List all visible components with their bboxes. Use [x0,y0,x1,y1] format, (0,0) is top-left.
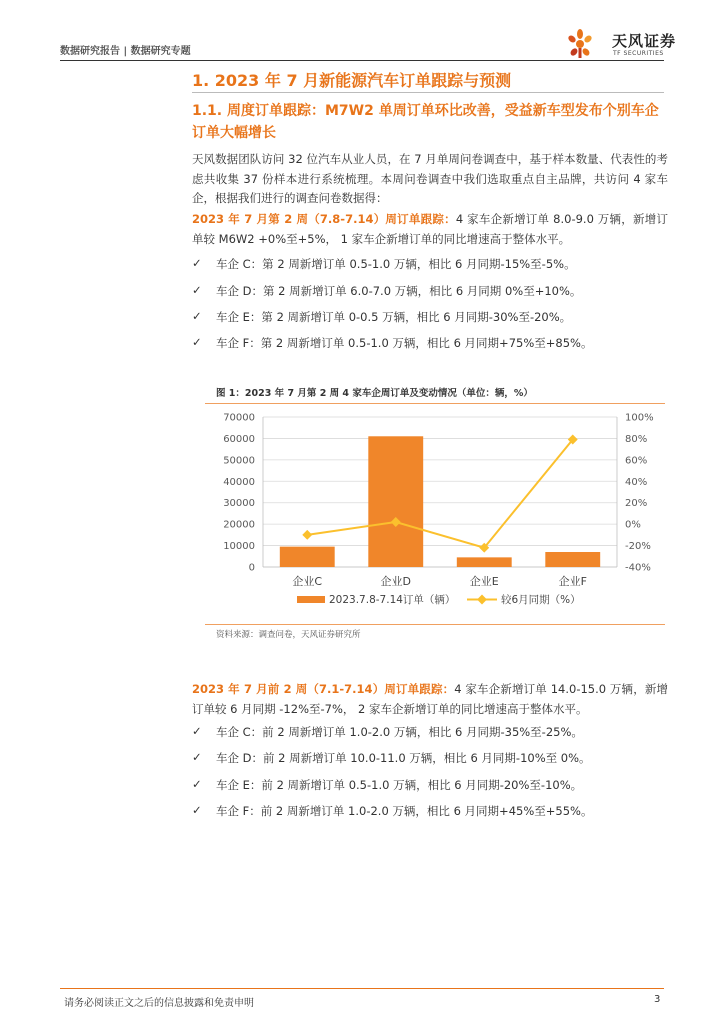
x-tick-label: 企业E [469,575,499,588]
y-right-tick-label: 20% [625,498,648,510]
y-left-tick-label: 20000 [223,519,255,531]
y-left-tick-label: 60000 [223,433,255,445]
series-line [307,440,573,548]
logo-english-name: TF SECURITIES [613,50,664,57]
y-left-tick-label: 10000 [223,541,255,553]
bar [545,552,600,567]
section-title: 1. 2023 年 7 月新能源汽车订单跟踪与预测 [192,71,512,90]
list-item: 车企 E：第 2 周新增订单 0-0.5 万辆，相比 6 月同期-30%至-20%。 [216,310,572,324]
twoweeks-highlight: 2023 年 7 月前 2 周（7.1-7.14）周订单跟踪： [192,682,455,696]
legend-label: 较6月同期（%） [501,594,581,606]
check-icon: ✓ [192,256,202,270]
figure-top-rule [205,403,665,404]
week2-summary-paragraph [192,210,668,249]
list-item: 车企 C：第 2 周新增订单 0.5-1.0 万辆，相比 6 月同期-15%至-5%。 [216,257,576,271]
y-right-tick-label: 0% [625,519,641,531]
y-right-tick-label: -20% [625,541,651,553]
x-tick-label: 企业F [558,575,587,588]
y-left-tick-label: 0 [248,562,255,574]
check-icon: ✓ [192,309,202,323]
y-right-tick-label: -40% [625,562,651,574]
list-item: 车企 F：第 2 周新增订单 0.5-1.0 万辆，相比 6 月同期+75%至+85%。 [216,336,593,350]
figure-title: 图 1：2023 年 7 月第 2 周 4 家车企周订单及变动情况（单位：辆，%） [216,388,533,399]
footer-rule [60,988,664,989]
x-tick-label: 企业D [380,575,411,588]
list-item: 车企 F：前 2 周新增订单 1.0-2.0 万辆，相比 6 月同期+45%至+55%。 [216,804,593,818]
bar [280,547,335,567]
check-icon: ✓ [192,335,202,349]
y-right-tick-label: 60% [625,455,648,467]
figure-source: 资料来源：调查问卷，天风证券研究所 [216,630,361,640]
y-left-tick-label: 40000 [223,476,255,488]
page-number: 3 [654,994,661,1005]
y-left-tick-label: 30000 [223,498,255,510]
bar [368,436,423,567]
footer-disclaimer: 请务必阅读正文之后的信息披露和免责申明 [64,998,254,1009]
legend-label: 2023.7.8-7.14订单（辆） [329,594,456,606]
y-left-tick-label: 70000 [223,412,255,424]
bar [457,557,512,567]
check-icon: ✓ [192,803,202,817]
intro-paragraph: 天风数据团队访问 32 位汽车从业人员，在 7 月单周问卷调查中，基于样本数量、代表性的考虑共收集 37 份样本进行系统梳理。本周问卷调查中我们选取重点自主品牌，共访问 4 家车企，根据我们进行的调查问卷数据得： [192,152,668,205]
check-icon: ✓ [192,777,202,791]
x-tick-label: 企业C [292,575,323,588]
list-item: 车企 D：第 2 周新增订单 6.0-7.0 万辆，相比 6 月同期 0%至+10%。 [216,284,582,298]
header-report-type: 数据研究报告 | 数据研究专题 [60,46,191,57]
y-right-tick-label: 40% [625,476,648,488]
week2-summary: 4 家车企新增订单 8.0-9.0 万辆，新增订单较 M6W2 +0%至+5%， 1 家车企新增订单的同比增速高于整体水平。 [192,212,669,246]
line-point [302,530,312,540]
check-icon: ✓ [192,724,202,738]
list-item: 车企 E：前 2 周新增订单 0.5-1.0 万辆，相比 6 月同期-20%至-10%。 [216,778,583,792]
subsection-title: 1.1. 周度订单跟踪：M7W2 单周订单环比改善，受益新车型发布个别车企订单大幅增长 [192,103,659,141]
y-right-tick-label: 100% [625,412,654,424]
twoweeks-summary: 4 家车企新增订单 14.0-15.0 万辆，新增订单较 6 月同期 -12%至-7%， 2 家车企新增订单的同比增速高于整体水平。 [192,682,668,716]
section-title-rule [192,92,664,93]
list-item: 车企 C：前 2 周新增订单 1.0-2.0 万辆，相比 6 月同期-35%至-25%。 [216,725,583,739]
check-icon: ✓ [192,750,202,764]
twoweeks-summary-paragraph [192,680,668,719]
y-right-tick-label: 80% [625,433,648,445]
figure-bottom-rule [205,624,665,625]
y-left-tick-label: 50000 [223,455,255,467]
week2-highlight: 2023 年 7 月第 2 周（7.8-7.14）周订单跟踪： [192,212,456,226]
legend-bar-swatch [297,596,325,603]
logo-chinese-name: 天风证券 [612,32,677,50]
list-item: 车企 D：前 2 周新增订单 10.0-11.0 万辆，相比 6 月同期-10%至 0%。 [216,751,591,765]
legend-line-marker [477,595,487,605]
check-icon: ✓ [192,283,202,297]
order-chart [205,405,665,620]
